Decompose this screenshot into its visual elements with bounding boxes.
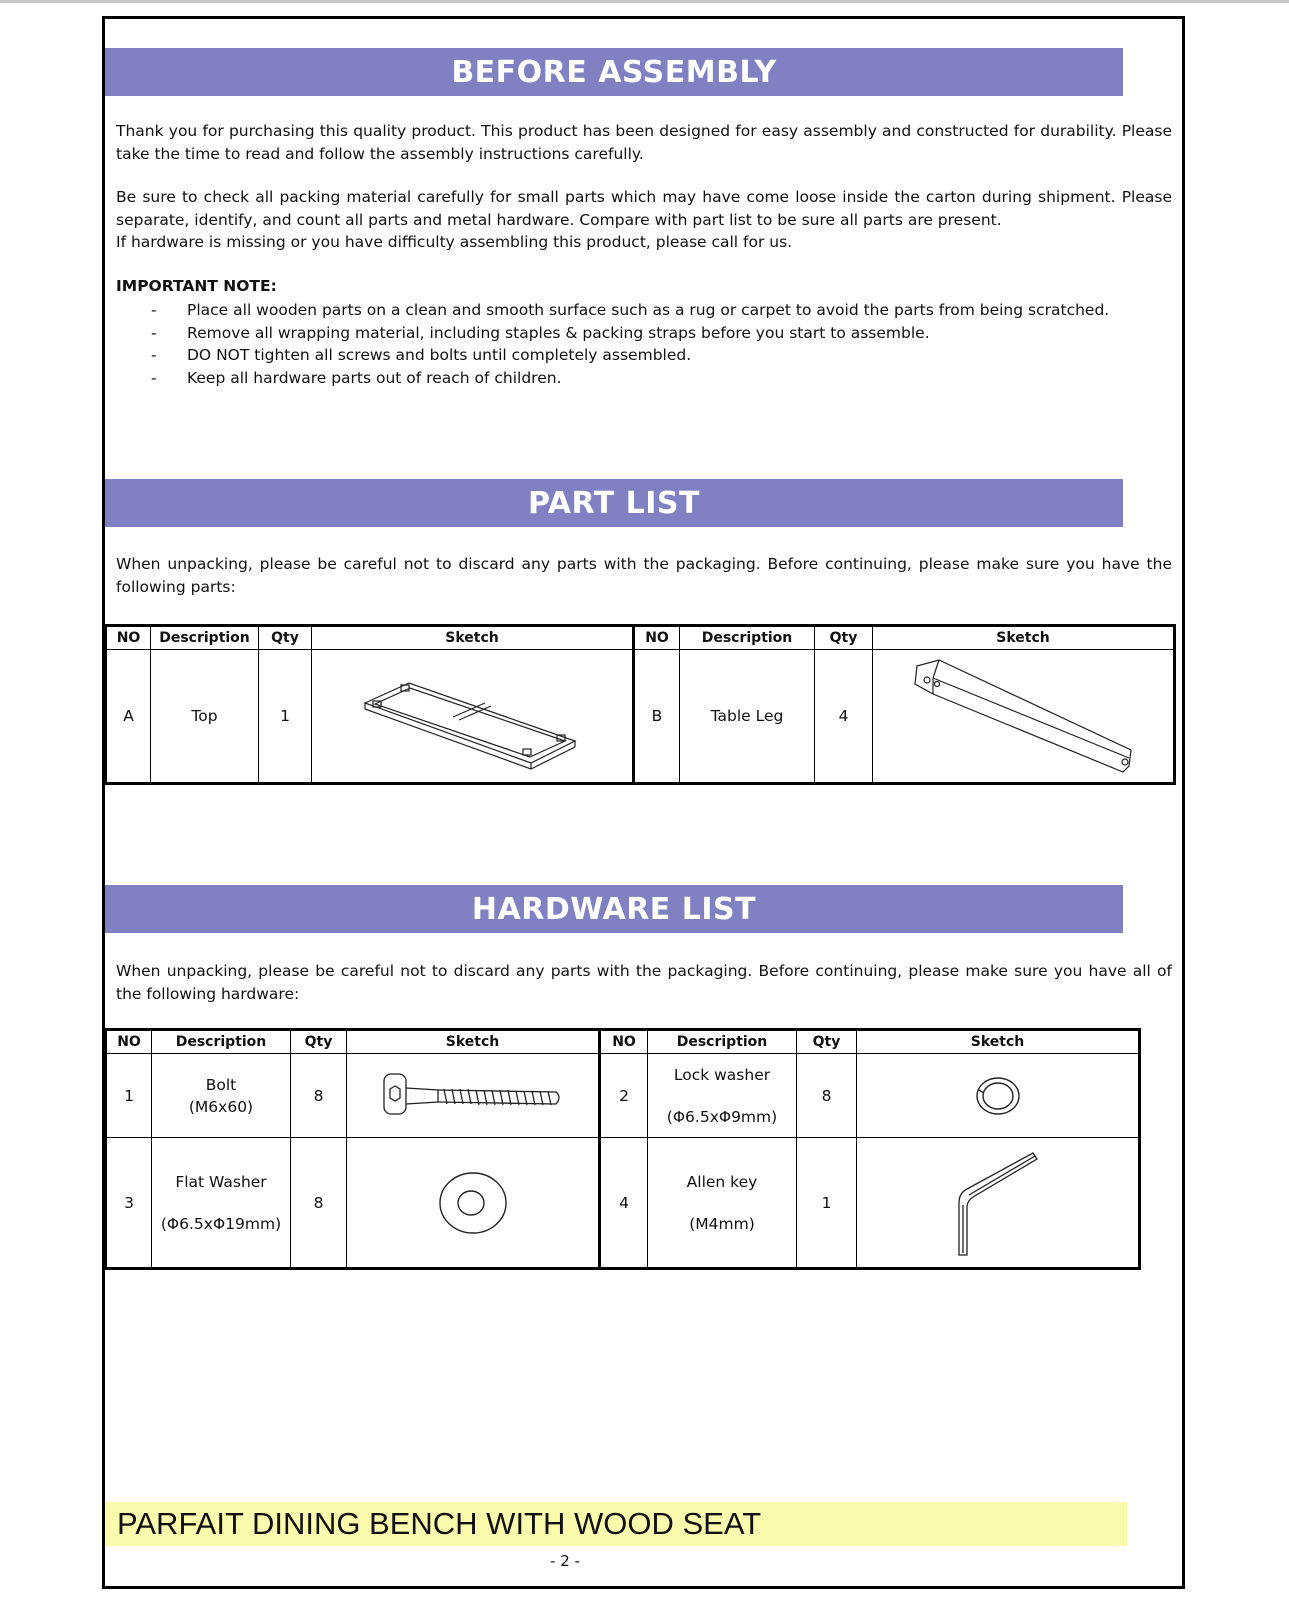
intro-paragraph: Thank you for purchasing this quality product. This product has been designed for easy assembly and constructed for durability. Please take the time to read and follow the assembly instructions carefully.: [116, 122, 1172, 163]
table-header-row: [106, 626, 1175, 650]
hardware-list-table: [104, 1028, 1141, 1270]
hardware-spec: (M4mm): [689, 1214, 755, 1233]
hardware-qty: 8: [797, 1054, 857, 1138]
hardware-spec: (Φ6.5xΦ9mm): [666, 1107, 778, 1126]
hardware-spec: (Φ6.5xΦ19mm): [160, 1214, 282, 1233]
hardware-no: 1: [106, 1054, 152, 1138]
hardware-description: [648, 1054, 797, 1138]
hardware-qty: 8: [291, 1138, 347, 1269]
header-no: NO: [106, 1030, 152, 1054]
hardware-no: 2: [600, 1054, 648, 1138]
table-header-row: [106, 1030, 1140, 1054]
hardware-name: Flat Washer: [175, 1172, 267, 1191]
hardware-list-intro: When unpacking, please be careful not to discard any parts with the packaging. Before continuing, please make sure you have all of the following hardware:: [116, 962, 1172, 1003]
table-leg-icon: [903, 654, 1143, 778]
hardware-sketch-cell: [347, 1138, 600, 1269]
hardware-sketch-cell: [857, 1138, 1140, 1269]
check-paragraph: Be sure to check all packing material carefully for small parts which may have come loose inside the carton during shipment. Please separate, identify, and count all parts and metal hardware. Compare with part list to be sure all parts are present.: [116, 188, 1172, 229]
header-sketch: Sketch: [857, 1030, 1140, 1054]
header-qty: Qty: [259, 626, 312, 650]
header-qty: Qty: [291, 1030, 347, 1054]
part-qty: 4: [815, 650, 873, 784]
table-row: [106, 1054, 1140, 1138]
hardware-no: 4: [600, 1138, 648, 1269]
part-qty: 1: [259, 650, 312, 784]
hardware-list-title: HARDWARE LIST: [471, 891, 757, 927]
before-assembly-title: BEFORE ASSEMBLY: [451, 54, 777, 90]
part-sketch-cell: [312, 650, 634, 784]
hardware-description: [648, 1138, 797, 1269]
hardware-qty: 8: [291, 1054, 347, 1138]
hardware-sketch-cell: [857, 1054, 1140, 1138]
header-description: Description: [152, 1030, 291, 1054]
part-no: A: [106, 650, 151, 784]
part-list-banner: [105, 479, 1123, 527]
hardware-name: Allen key: [686, 1172, 758, 1191]
table-row: [106, 650, 1175, 784]
table-top-frame-icon: [357, 661, 587, 771]
header-qty: Qty: [815, 626, 873, 650]
header-description: Description: [680, 626, 815, 650]
header-sketch: Sketch: [873, 626, 1175, 650]
top-divider: [0, 0, 1289, 3]
flat-washer-icon: [433, 1168, 513, 1238]
product-name: PARFAIT DINING BENCH WITH WOOD SEAT: [117, 1506, 762, 1541]
header-sketch: Sketch: [312, 626, 634, 650]
header-qty: Qty: [797, 1030, 857, 1054]
hardware-sketch-cell: [347, 1054, 600, 1138]
part-no: B: [634, 650, 680, 784]
hardware-no: 3: [106, 1138, 152, 1269]
part-description: Table Leg: [680, 650, 815, 784]
important-note-title: IMPORTANT NOTE:: [116, 277, 277, 295]
allen-key-icon: [953, 1145, 1043, 1261]
hardware-qty: 1: [797, 1138, 857, 1269]
important-notes-list: [116, 299, 1176, 389]
bolt-icon: [380, 1068, 565, 1124]
header-no: NO: [106, 626, 151, 650]
part-list-title: PART LIST: [528, 485, 700, 521]
header-no: NO: [600, 1030, 648, 1054]
hardware-description: [152, 1054, 291, 1138]
header-sketch: Sketch: [347, 1030, 600, 1054]
part-description: Top: [151, 650, 259, 784]
hardware-spec: (M6x60): [188, 1097, 254, 1116]
note-item: - DO NOT tighten all screws and bolts until completely assembled.: [151, 346, 692, 364]
product-name-bar: [105, 1502, 1127, 1546]
header-no: NO: [634, 626, 680, 650]
header-description: Description: [648, 1030, 797, 1054]
part-sketch-cell: [873, 650, 1175, 784]
hardware-description: [152, 1138, 291, 1269]
note-item: - Place all wooden parts on a clean and smooth surface such as a rug or carpet to avoid the parts from being scratched.: [151, 301, 1110, 319]
missing-hardware-paragraph: If hardware is missing or you have difficulty assembling this product, please call for us.: [116, 233, 793, 251]
lock-washer-icon: [970, 1072, 1026, 1120]
hardware-name: Bolt: [205, 1075, 237, 1094]
header-description: Description: [151, 626, 259, 650]
note-item: - Remove all wrapping material, including staples & packing straps before you start to assemble.: [151, 323, 930, 342]
part-list-table: [104, 624, 1176, 785]
hardware-name: Lock washer: [673, 1065, 771, 1084]
note-item: - Keep all hardware parts out of reach of children.: [151, 368, 562, 387]
hardware-list-banner: [105, 885, 1123, 933]
part-list-intro: When unpacking, please be careful not to discard any parts with the packaging. Before continuing, please make sure you have the following parts:: [116, 555, 1172, 596]
page-number: - 2 -: [550, 1552, 580, 1570]
table-row: [106, 1138, 1140, 1269]
before-assembly-banner: [105, 48, 1123, 96]
